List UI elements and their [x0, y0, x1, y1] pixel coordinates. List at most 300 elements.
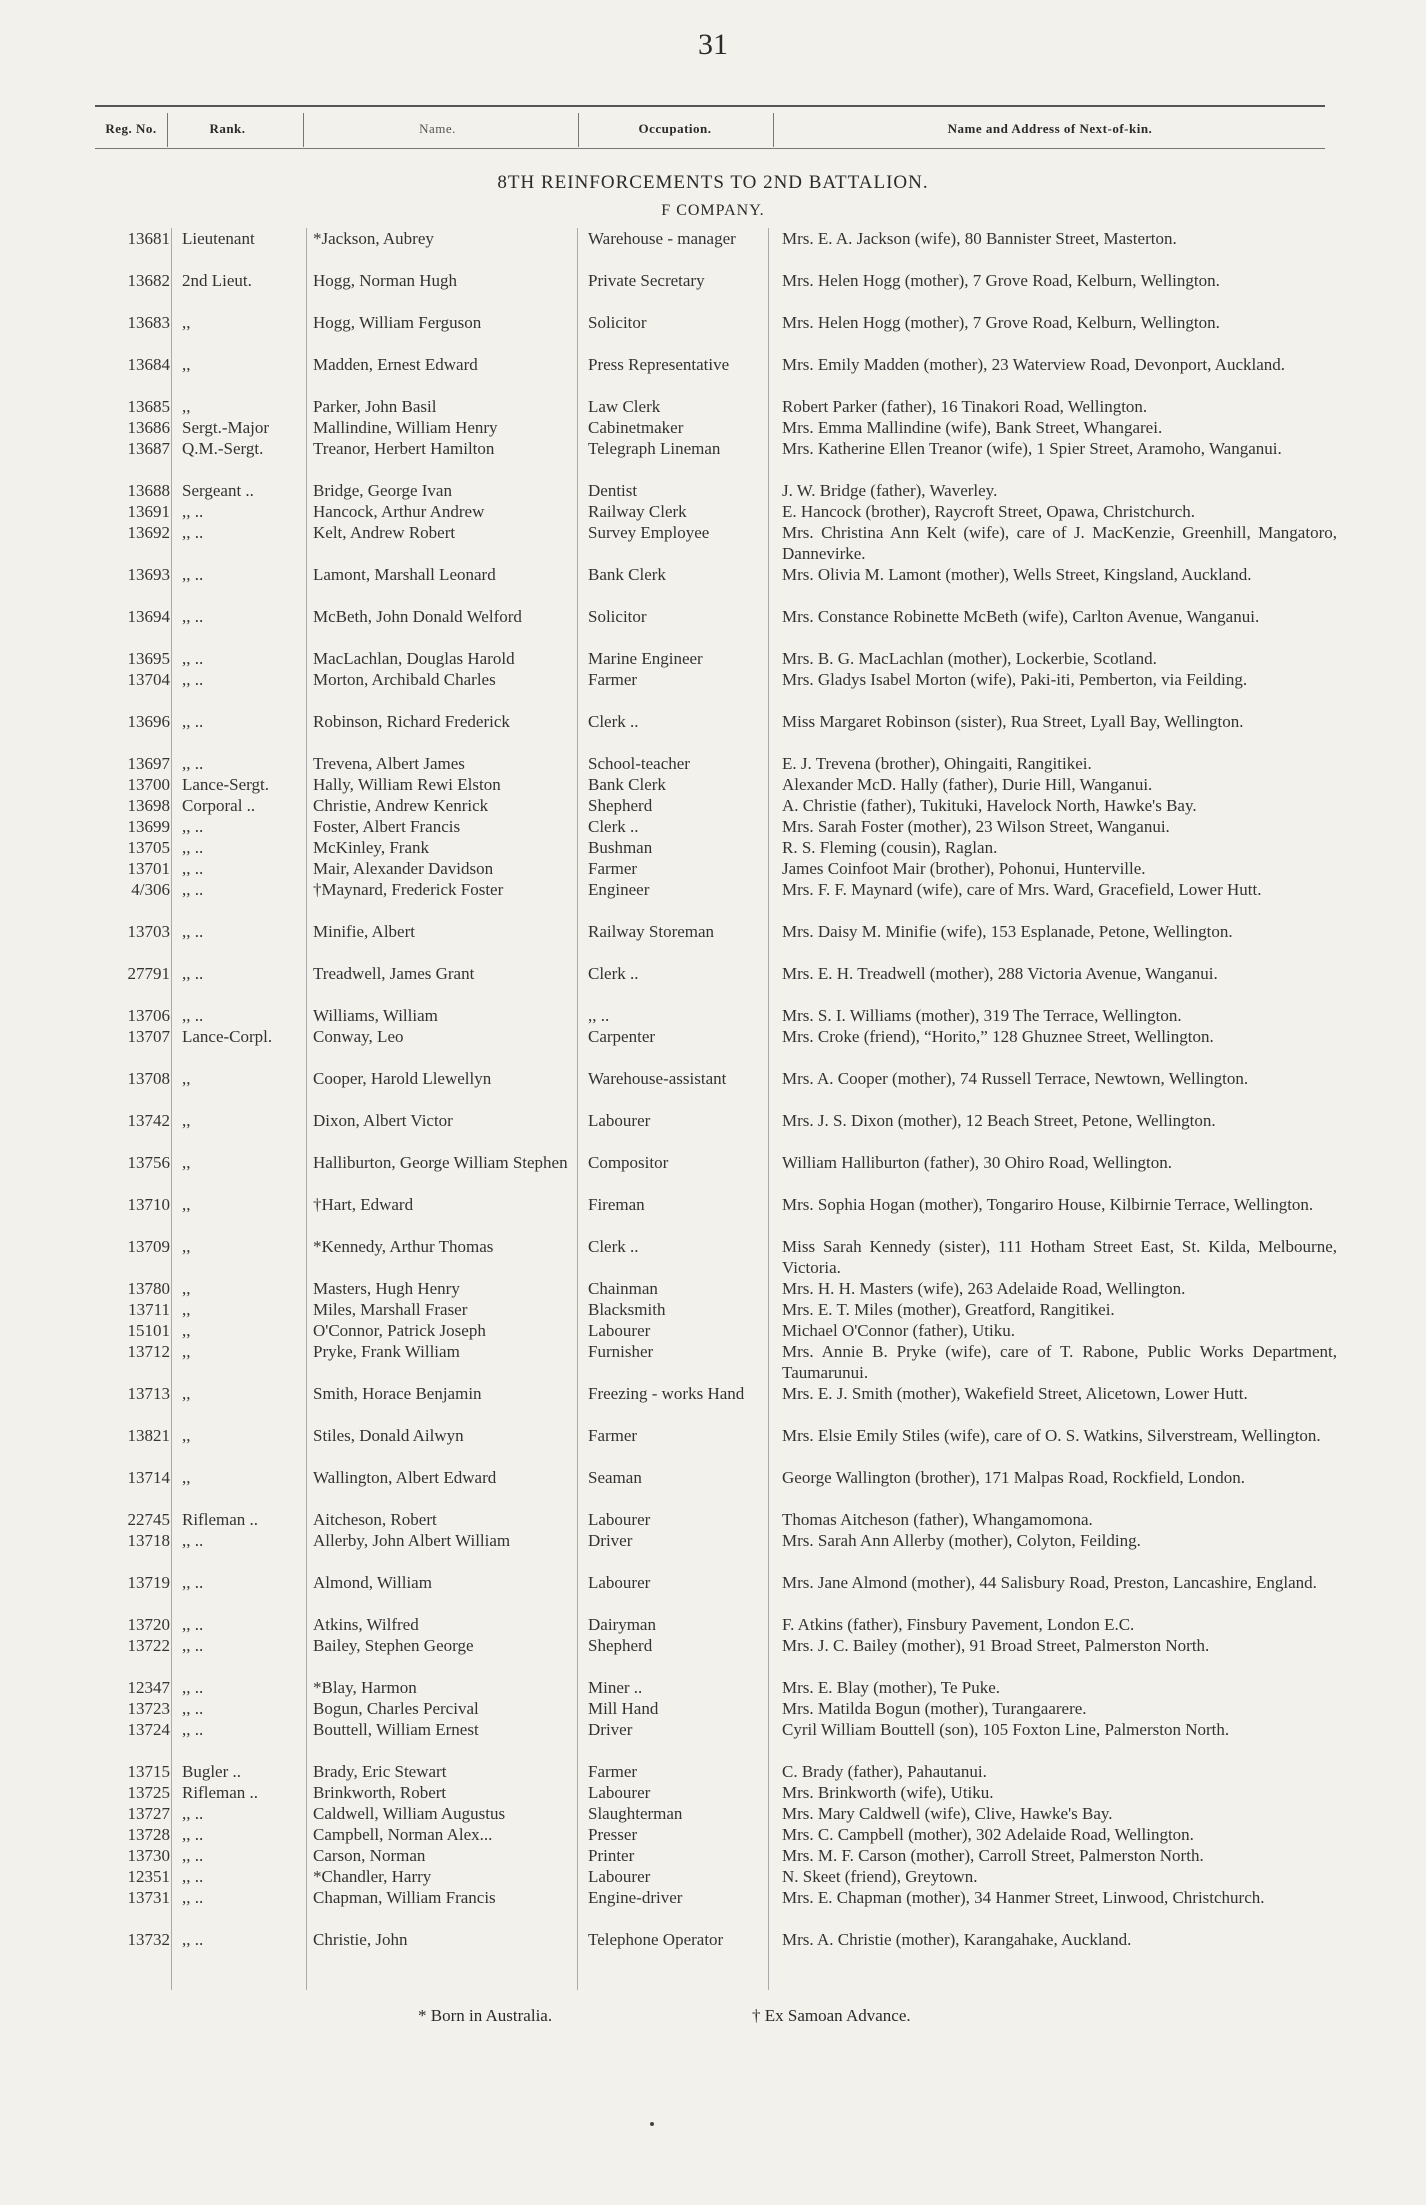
occupation: Clerk ..	[588, 817, 639, 836]
reg-number: 13718	[127, 1531, 170, 1550]
next-of-kin: Mrs. Elsie Emily Stiles (wife), care of O. S. Watkins, Silverstream, Wellington.	[782, 1426, 1321, 1445]
occupation: Marine Engineer	[588, 649, 703, 668]
soldier-name: McKinley, Frank	[313, 838, 429, 857]
next-of-kin: Mrs. Brinkworth (wife), Utiku.	[782, 1783, 994, 1802]
table-row	[0, 879, 1426, 921]
soldier-name: Morton, Archibald Charles	[313, 670, 496, 689]
reg-number: 13707	[127, 1027, 170, 1046]
reg-number: 13731	[127, 1888, 170, 1907]
rank: Lance-Sergt.	[182, 775, 270, 794]
reg-number: 13780	[127, 1279, 170, 1298]
reg-number: 13701	[127, 859, 170, 878]
rank: ,, ..	[182, 670, 204, 689]
soldier-name: Hancock, Arthur Andrew	[313, 502, 485, 521]
next-of-kin: Thomas Aitcheson (father), Whangamomona.	[782, 1510, 1093, 1529]
reg-number: 13705	[127, 838, 170, 857]
occupation: Clerk ..	[588, 712, 639, 731]
soldier-name: Lamont, Marshall Leonard	[313, 565, 496, 584]
table-row	[0, 564, 1426, 606]
occupation: Railway Clerk	[588, 502, 687, 521]
rank: ,, ..	[182, 1531, 204, 1550]
rank: ,, ..	[182, 1930, 204, 1949]
table-row	[0, 1719, 1426, 1761]
rank: ,,	[182, 1342, 191, 1361]
soldier-name: Pryke, Frank William	[313, 1342, 460, 1361]
soldier-name: Caldwell, William Augustus	[313, 1804, 506, 1823]
soldier-name: Bailey, Stephen George	[313, 1636, 474, 1655]
table-row	[0, 1509, 1426, 1530]
rank: ,, ..	[182, 1636, 204, 1655]
soldier-name: Bouttell, William Ernest	[313, 1720, 479, 1739]
reg-number: 13723	[127, 1699, 170, 1718]
rank: ,, ..	[182, 607, 204, 626]
rank: ,,	[182, 1195, 191, 1214]
occupation: Clerk ..	[588, 964, 639, 983]
occupation: Presser	[588, 1825, 638, 1844]
rank: ,,	[182, 1426, 191, 1445]
rank: ,, ..	[182, 1804, 204, 1823]
table-row	[0, 1026, 1426, 1068]
reg-number: 13697	[127, 754, 170, 773]
occupation: Press Representative	[588, 355, 730, 374]
soldier-name: *Jackson, Aubrey	[313, 229, 434, 248]
soldier-name: O'Connor, Patrick Joseph	[313, 1321, 486, 1340]
next-of-kin: Mrs. A. Christie (mother), Karangahake, Auckland.	[782, 1930, 1132, 1949]
soldier-name: Robinson, Richard Frederick	[313, 712, 510, 731]
next-of-kin: Mrs. Christina Ann Kelt (wife), care of J. MacKenzie, Greenhill, Mangatoro, Dannevirke.	[782, 523, 1337, 563]
rank: Rifleman ..	[182, 1510, 259, 1529]
reg-number: 13699	[127, 817, 170, 836]
header-bottom-rule	[95, 148, 1325, 149]
next-of-kin: Mrs. C. Campbell (mother), 302 Adelaide Road, Wellington.	[782, 1825, 1194, 1844]
rank: ,, ..	[182, 649, 204, 668]
rank: ,, ..	[182, 754, 204, 773]
next-of-kin: Mrs. Daisy M. Minifie (wife), 153 Esplanade, Petone, Wellington.	[782, 922, 1233, 941]
next-of-kin: Michael O'Connor (father), Utiku.	[782, 1321, 1015, 1340]
soldier-name: Campbell, Norman Alex...	[313, 1825, 493, 1844]
rank: ,,	[182, 1279, 191, 1298]
next-of-kin: William Halliburton (father), 30 Ohiro Road, Wellington.	[782, 1153, 1172, 1172]
occupation: Bank Clerk	[588, 565, 666, 584]
table-row	[0, 648, 1426, 669]
occupation: Shepherd	[588, 1636, 653, 1655]
rank: Sergeant ..	[182, 481, 254, 500]
next-of-kin: Mrs. Sophia Hogan (mother), Tongariro House, Kilbirnie Terrace, Wellington.	[782, 1195, 1314, 1214]
occupation: Shepherd	[588, 796, 653, 815]
soldier-name: Hally, William Rewi Elston	[313, 775, 501, 794]
next-of-kin: Mrs. Emma Mallindine (wife), Bank Street, Whangarei.	[782, 418, 1163, 437]
next-of-kin: Mrs. E. Blay (mother), Te Puke.	[782, 1678, 1001, 1697]
next-of-kin: Mrs. Matilda Bogun (mother), Turangaarere.	[782, 1699, 1087, 1718]
rank: Bugler ..	[182, 1762, 242, 1781]
reg-number: 13698	[127, 796, 170, 815]
rank: ,,	[182, 1153, 191, 1172]
occupation: Railway Storeman	[588, 922, 715, 941]
soldier-name: †Hart, Edward	[313, 1195, 414, 1214]
soldier-name: Brinkworth, Robert	[313, 1783, 447, 1802]
next-of-kin: Mrs. Olivia M. Lamont (mother), Wells Street, Kingsland, Auckland.	[782, 565, 1252, 584]
next-of-kin: C. Brady (father), Pahautanui.	[782, 1762, 987, 1781]
table-row	[0, 1152, 1426, 1194]
rank: ,, ..	[182, 1699, 204, 1718]
next-of-kin: Mrs. E. Chapman (mother), 34 Hanmer Street, Linwood, Christchurch.	[782, 1888, 1265, 1907]
next-of-kin: Mrs. A. Cooper (mother), 74 Russell Terrace, Newtown, Wellington.	[782, 1069, 1249, 1088]
occupation: Engine-driver	[588, 1888, 683, 1907]
next-of-kin: Mrs. Emily Madden (mother), 23 Waterview Road, Devonport, Auckland.	[782, 355, 1286, 374]
table-row	[0, 1845, 1426, 1866]
occupation: Chainman	[588, 1279, 658, 1298]
table-row	[0, 1824, 1426, 1845]
soldier-name: *Blay, Harmon	[313, 1678, 417, 1697]
soldier-name: Mallindine, William Henry	[313, 418, 498, 437]
reg-number: 13686	[127, 418, 170, 437]
rank: Rifleman ..	[182, 1783, 259, 1802]
rank: ,, ..	[182, 565, 204, 584]
next-of-kin: Mrs. Katherine Ellen Treanor (wife), 1 Spier Street, Aramoho, Wanganui.	[782, 439, 1282, 458]
table-row	[0, 858, 1426, 879]
occupation: Dairyman	[588, 1615, 656, 1634]
soldier-name: Madden, Ernest Edward	[313, 355, 478, 374]
table-row	[0, 480, 1426, 501]
soldier-name: Masters, Hugh Henry	[313, 1279, 460, 1298]
soldier-name: Cooper, Harold Llewellyn	[313, 1069, 492, 1088]
table-row	[0, 1425, 1426, 1467]
rank: Lieutenant	[182, 229, 255, 248]
reg-number: 22745	[127, 1510, 170, 1529]
reg-number: 13724	[127, 1720, 170, 1739]
roll-table	[0, 228, 1426, 1950]
next-of-kin: Mrs. Croke (friend), “Horito,” 128 Ghuznee Street, Wellington.	[782, 1027, 1214, 1046]
next-of-kin: Mrs. M. F. Carson (mother), Carroll Street, Palmerston North.	[782, 1846, 1204, 1865]
soldier-name: Christie, John	[313, 1930, 408, 1949]
header-occupation: Occupation.	[638, 121, 712, 136]
reg-number: 13687	[127, 439, 170, 458]
occupation: Freezing - works Hand	[588, 1384, 745, 1403]
reg-number: 13704	[127, 670, 170, 689]
next-of-kin: Mrs. F. F. Maynard (wife), care of Mrs. Ward, Gracefield, Lower Hutt.	[782, 880, 1262, 899]
table-row	[0, 795, 1426, 816]
occupation: Telephone Operator	[588, 1930, 724, 1949]
next-of-kin: Mrs. Jane Almond (mother), 44 Salisbury Road, Preston, Lancashire, England.	[782, 1573, 1317, 1592]
table-row	[0, 228, 1426, 270]
footnote-samoan-advance: † Ex Samoan Advance.	[752, 2006, 911, 2025]
reg-number: 13821	[127, 1426, 170, 1445]
reg-number: 13720	[127, 1615, 170, 1634]
soldier-name: McBeth, John Donald Welford	[313, 607, 522, 626]
occupation: Bank Clerk	[588, 775, 666, 794]
reg-number: 13703	[127, 922, 170, 941]
occupation: Warehouse - manager	[588, 229, 736, 248]
table-row	[0, 1467, 1426, 1509]
reg-number: 13696	[127, 712, 170, 731]
table-row	[0, 417, 1426, 438]
soldier-name: Trevena, Albert James	[313, 754, 465, 773]
next-of-kin: J. W. Bridge (father), Waverley.	[782, 481, 998, 500]
next-of-kin: F. Atkins (father), Finsbury Pavement, London E.C.	[782, 1615, 1135, 1634]
table-row	[0, 501, 1426, 522]
next-of-kin: Miss Sarah Kennedy (sister), 111 Hotham Street East, St. Kilda, Melbourne, Victoria.	[782, 1237, 1337, 1277]
table-row	[0, 270, 1426, 312]
reg-number: 13711	[128, 1300, 170, 1319]
reg-number: 4/306	[131, 880, 170, 899]
rank: Sergt.-Major	[182, 418, 270, 437]
footnote-born-australia: * Born in Australia.	[418, 2006, 553, 2025]
header-divider	[578, 113, 579, 147]
section-title: 8TH REINFORCEMENTS TO 2ND BATTALION.	[497, 172, 929, 193]
header-divider	[167, 113, 168, 147]
reg-number: 13685	[127, 397, 170, 416]
occupation: Furnisher	[588, 1342, 654, 1361]
reg-number: 27791	[127, 964, 170, 983]
soldier-name: Miles, Marshall Fraser	[313, 1300, 468, 1319]
next-of-kin: N. Skeet (friend), Greytown.	[782, 1867, 978, 1886]
occupation: Telegraph Lineman	[588, 439, 721, 458]
soldier-name: *Kennedy, Arthur Thomas	[313, 1237, 494, 1256]
next-of-kin: Mrs. E. A. Jackson (wife), 80 Bannister Street, Masterton.	[782, 229, 1177, 248]
table-row	[0, 522, 1426, 564]
occupation: Slaughterman	[588, 1804, 683, 1823]
next-of-kin: A. Christie (father), Tukituki, Havelock North, Hawke's Bay.	[782, 796, 1197, 815]
occupation: Carpenter	[588, 1027, 656, 1046]
soldier-name: Chapman, William Francis	[313, 1888, 496, 1907]
occupation: Survey Employee	[588, 523, 710, 542]
table-row	[0, 312, 1426, 354]
occupation: Seaman	[588, 1468, 642, 1487]
soldier-name: *Chandler, Harry	[313, 1867, 432, 1886]
table-row	[0, 921, 1426, 963]
rank: ,,	[182, 1111, 191, 1130]
table-row	[0, 711, 1426, 753]
rank: ,, ..	[182, 880, 204, 899]
header-divider	[303, 113, 304, 147]
table-row	[0, 1572, 1426, 1614]
occupation: Solicitor	[588, 313, 647, 332]
rank: 2nd Lieut.	[182, 271, 252, 290]
company-heading: F COMPANY.	[661, 202, 765, 219]
table-row	[0, 1068, 1426, 1110]
next-of-kin: E. J. Trevena (brother), Ohingaiti, Rangitikei.	[782, 754, 1092, 773]
reg-number: 13706	[127, 1006, 170, 1025]
next-of-kin: Mrs. S. I. Williams (mother), 319 The Terrace, Wellington.	[782, 1006, 1182, 1025]
next-of-kin: George Wallington (brother), 171 Malpas Road, Rockfield, London.	[782, 1468, 1246, 1487]
reg-number: 12347	[127, 1678, 170, 1697]
table-row	[0, 1635, 1426, 1677]
occupation: Solicitor	[588, 607, 647, 626]
rank: ,, ..	[182, 838, 204, 857]
table-row	[0, 753, 1426, 774]
occupation: Farmer	[588, 859, 638, 878]
soldier-name: Hogg, Norman Hugh	[313, 271, 458, 290]
soldier-name: Parker, John Basil	[313, 397, 437, 416]
rank: ,,	[182, 1237, 191, 1256]
next-of-kin: Mrs. H. H. Masters (wife), 263 Adelaide Road, Wellington.	[782, 1279, 1186, 1298]
table-row	[0, 1614, 1426, 1635]
soldier-name: Foster, Albert Francis	[313, 817, 461, 836]
table-row	[0, 354, 1426, 396]
soldier-name: Halliburton, George William Stephen	[313, 1153, 568, 1172]
table-row	[0, 816, 1426, 837]
table-row	[0, 438, 1426, 480]
reg-number: 13691	[127, 502, 170, 521]
next-of-kin: E. Hancock (brother), Raycroft Street, Opawa, Christchurch.	[782, 502, 1196, 521]
next-of-kin: Mrs. Helen Hogg (mother), 7 Grove Road, Kelburn, Wellington.	[782, 313, 1220, 332]
reg-number: 13683	[127, 313, 170, 332]
rank: ,,	[182, 355, 191, 374]
table-row	[0, 1110, 1426, 1152]
next-of-kin: Mrs. E. J. Smith (mother), Wakefield Street, Alicetown, Lower Hutt.	[782, 1384, 1248, 1403]
reg-number: 13708	[127, 1069, 170, 1088]
reg-number: 13714	[127, 1468, 170, 1487]
rank: ,,	[182, 313, 191, 332]
reg-number: 13693	[127, 565, 170, 584]
reg-number: 13712	[127, 1342, 170, 1361]
table-row	[0, 1299, 1426, 1320]
occupation: Warehouse-assistant	[588, 1069, 727, 1088]
reg-number: 13715	[127, 1762, 170, 1781]
next-of-kin: Mrs. E. T. Miles (mother), Greatford, Rangitikei.	[782, 1300, 1115, 1319]
soldier-name: Treanor, Herbert Hamilton	[313, 439, 495, 458]
soldier-name: Allerby, John Albert William	[313, 1531, 511, 1550]
reg-number: 13727	[127, 1804, 170, 1823]
next-of-kin: R. S. Fleming (cousin), Raglan.	[782, 838, 998, 857]
occupation: Clerk ..	[588, 1237, 639, 1256]
next-of-kin: Mrs. Annie B. Pryke (wife), care of T. Rabone, Public Works Department, Taumarunui.	[782, 1342, 1337, 1382]
header-reg-no: Reg. No.	[105, 121, 157, 136]
next-of-kin: Mrs. J. S. Dixon (mother), 12 Beach Street, Petone, Wellington.	[782, 1111, 1216, 1130]
soldier-name: Bogun, Charles Percival	[313, 1699, 479, 1718]
next-of-kin: Mrs. Mary Caldwell (wife), Clive, Hawke's Bay.	[782, 1804, 1113, 1823]
soldier-name: Carson, Norman	[313, 1846, 426, 1865]
occupation: Printer	[588, 1846, 635, 1865]
rank: Lance-Corpl.	[182, 1027, 273, 1046]
table-row	[0, 1761, 1426, 1782]
rank: ,, ..	[182, 712, 204, 731]
reg-number: 13692	[127, 523, 170, 542]
next-of-kin: Mrs. J. C. Bailey (mother), 91 Broad Street, Palmerston North.	[782, 1636, 1210, 1655]
reg-number: 13694	[127, 607, 170, 626]
reg-number: 13725	[127, 1783, 170, 1802]
table-row	[0, 837, 1426, 858]
occupation: Law Clerk	[588, 397, 661, 416]
rank: ,, ..	[182, 502, 204, 521]
occupation: ,, ..	[588, 1006, 610, 1025]
occupation: Labourer	[588, 1321, 651, 1340]
header-name: Name.	[419, 121, 456, 136]
occupation: Farmer	[588, 670, 638, 689]
soldier-name: Atkins, Wilfred	[313, 1615, 419, 1634]
rank: ,, ..	[182, 922, 204, 941]
table-row	[0, 1782, 1426, 1803]
next-of-kin: Robert Parker (father), 16 Tinakori Road, Wellington.	[782, 397, 1148, 416]
header-top-rule	[95, 105, 1325, 107]
reg-number: 12351	[127, 1867, 170, 1886]
soldier-name: Wallington, Albert Edward	[313, 1468, 497, 1487]
reg-number: 13732	[127, 1930, 170, 1949]
reg-number: 13713	[127, 1384, 170, 1403]
table-row	[0, 1887, 1426, 1929]
rank: ,, ..	[182, 1615, 204, 1634]
table-row	[0, 1278, 1426, 1299]
table-row	[0, 1194, 1426, 1236]
occupation: Farmer	[588, 1426, 638, 1445]
next-of-kin: Mrs. B. G. MacLachlan (mother), Lockerbie, Scotland.	[782, 649, 1157, 668]
rank: ,,	[182, 1069, 191, 1088]
soldier-name: Smith, Horace Benjamin	[313, 1384, 482, 1403]
table-row	[0, 1866, 1426, 1887]
rank: ,, ..	[182, 1006, 204, 1025]
soldier-name: Dixon, Albert Victor	[313, 1111, 453, 1130]
next-of-kin: Mrs. Sarah Ann Allerby (mother), Colyton, Feilding.	[782, 1531, 1141, 1550]
occupation: Bushman	[588, 838, 653, 857]
rank: ,, ..	[182, 859, 204, 878]
occupation: Labourer	[588, 1783, 651, 1802]
occupation: Mill Hand	[588, 1699, 659, 1718]
rank: ,,	[182, 1300, 191, 1319]
soldier-name: Almond, William	[313, 1573, 432, 1592]
next-of-kin: Miss Margaret Robinson (sister), Rua Street, Lyall Bay, Wellington.	[782, 712, 1244, 731]
table-row	[0, 1341, 1426, 1383]
rank: ,, ..	[182, 964, 204, 983]
reg-number: 13722	[127, 1636, 170, 1655]
occupation: Labourer	[588, 1867, 651, 1886]
reg-number: 13742	[127, 1111, 170, 1130]
table-row	[0, 1677, 1426, 1698]
reg-number: 13688	[127, 481, 170, 500]
table-row	[0, 1005, 1426, 1026]
reg-number: 13709	[127, 1237, 170, 1256]
table-row	[0, 963, 1426, 1005]
table-row	[0, 1383, 1426, 1425]
table-row	[0, 1803, 1426, 1824]
reg-number: 13710	[127, 1195, 170, 1214]
soldier-name: Christie, Andrew Kenrick	[313, 796, 489, 815]
next-of-kin: Mrs. Constance Robinette McBeth (wife), Carlton Avenue, Wanganui.	[782, 607, 1260, 626]
column-headers	[95, 113, 1325, 145]
print-speck	[650, 2122, 654, 2126]
soldier-name: Hogg, William Ferguson	[313, 313, 482, 332]
reg-number: 15101	[127, 1321, 170, 1340]
soldier-name: Kelt, Andrew Robert	[313, 523, 456, 542]
occupation: Fireman	[588, 1195, 645, 1214]
reg-number: 13719	[127, 1573, 170, 1592]
occupation: School-teacher	[588, 754, 690, 773]
table-row	[0, 606, 1426, 648]
table-row	[0, 1530, 1426, 1572]
soldier-name: Bridge, George Ivan	[313, 481, 452, 500]
next-of-kin: Mrs. Sarah Foster (mother), 23 Wilson Street, Wanganui.	[782, 817, 1170, 836]
soldier-name: Aitcheson, Robert	[313, 1510, 437, 1529]
occupation: Blacksmith	[588, 1300, 666, 1319]
table-row	[0, 1320, 1426, 1341]
reg-number: 13695	[127, 649, 170, 668]
soldier-name: Conway, Leo	[313, 1027, 404, 1046]
reg-number: 13681	[127, 229, 170, 248]
table-row	[0, 669, 1426, 711]
next-of-kin: Cyril William Bouttell (son), 105 Foxton Line, Palmerston North.	[782, 1720, 1230, 1739]
reg-number: 13730	[127, 1846, 170, 1865]
rank: ,, ..	[182, 1888, 204, 1907]
occupation: Driver	[588, 1531, 633, 1550]
occupation: Labourer	[588, 1573, 651, 1592]
occupation: Engineer	[588, 880, 650, 899]
occupation: Private Secretary	[588, 271, 705, 290]
occupation: Labourer	[588, 1510, 651, 1529]
soldier-name: Williams, William	[313, 1006, 438, 1025]
reg-number: 13682	[127, 271, 170, 290]
next-of-kin: Mrs. E. H. Treadwell (mother), 288 Victoria Avenue, Wanganui.	[782, 964, 1218, 983]
soldier-name: Stiles, Donald Ailwyn	[313, 1426, 464, 1445]
rank: ,, ..	[182, 1846, 204, 1865]
